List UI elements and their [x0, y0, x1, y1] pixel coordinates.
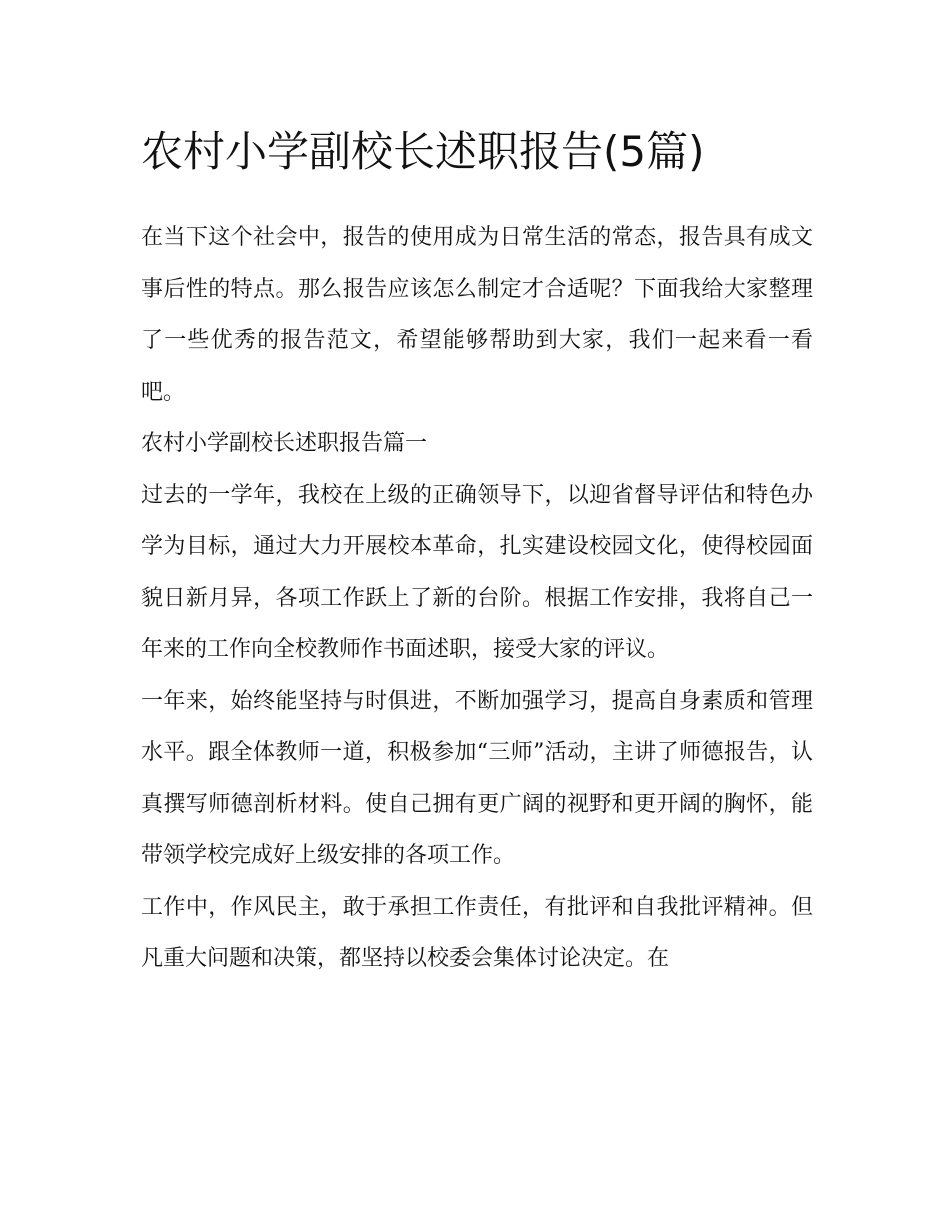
document-title: 农村小学副校长述职报告(5篇) — [141, 127, 705, 176]
document-body — [141, 212, 813, 985]
section-heading: 农村小学副校长述职报告篇一 — [141, 431, 428, 456]
body-paragraph: 工作中，作风民主，敢于承担工作责任，有批评和自我批评精神。但凡重大问题和决策，都坚持以校委会集体讨论决定。在 — [141, 894, 813, 971]
body-paragraph: 过去的一学年，我校在上级的正确领导下，以迎省督导评估和特色办学为目标，通过大力开展校本革命，扎实建设校园文化，使得校园面貌日新月异，各项工作跃上了新的台阶。根据工作安排，我将自己一年来的工作向全校教师作书面述职，接受大家的评议。 — [141, 482, 813, 662]
intro-paragraph: 在当下这个社会中，报告的使用成为日常生活的常态，报告具有成文事后性的特点。那么报告应该怎么制定才合适呢？下面我给大家整理了一些优秀的报告范文，希望能够帮助到大家，我们一起来看一看吧。 — [141, 225, 813, 405]
body-paragraph: 一年来，始终能坚持与时俱进，不断加强学习，提高自身素质和管理水平。跟全体教师一道，积极参加“三师”活动，主讲了师德报告，认真撰写师德剖析材料。使自己拥有更广阔的视野和更开阔的胸怀，能带领学校完成好上级安排的各项工作。 — [141, 688, 813, 868]
document-content — [141, 118, 813, 985]
